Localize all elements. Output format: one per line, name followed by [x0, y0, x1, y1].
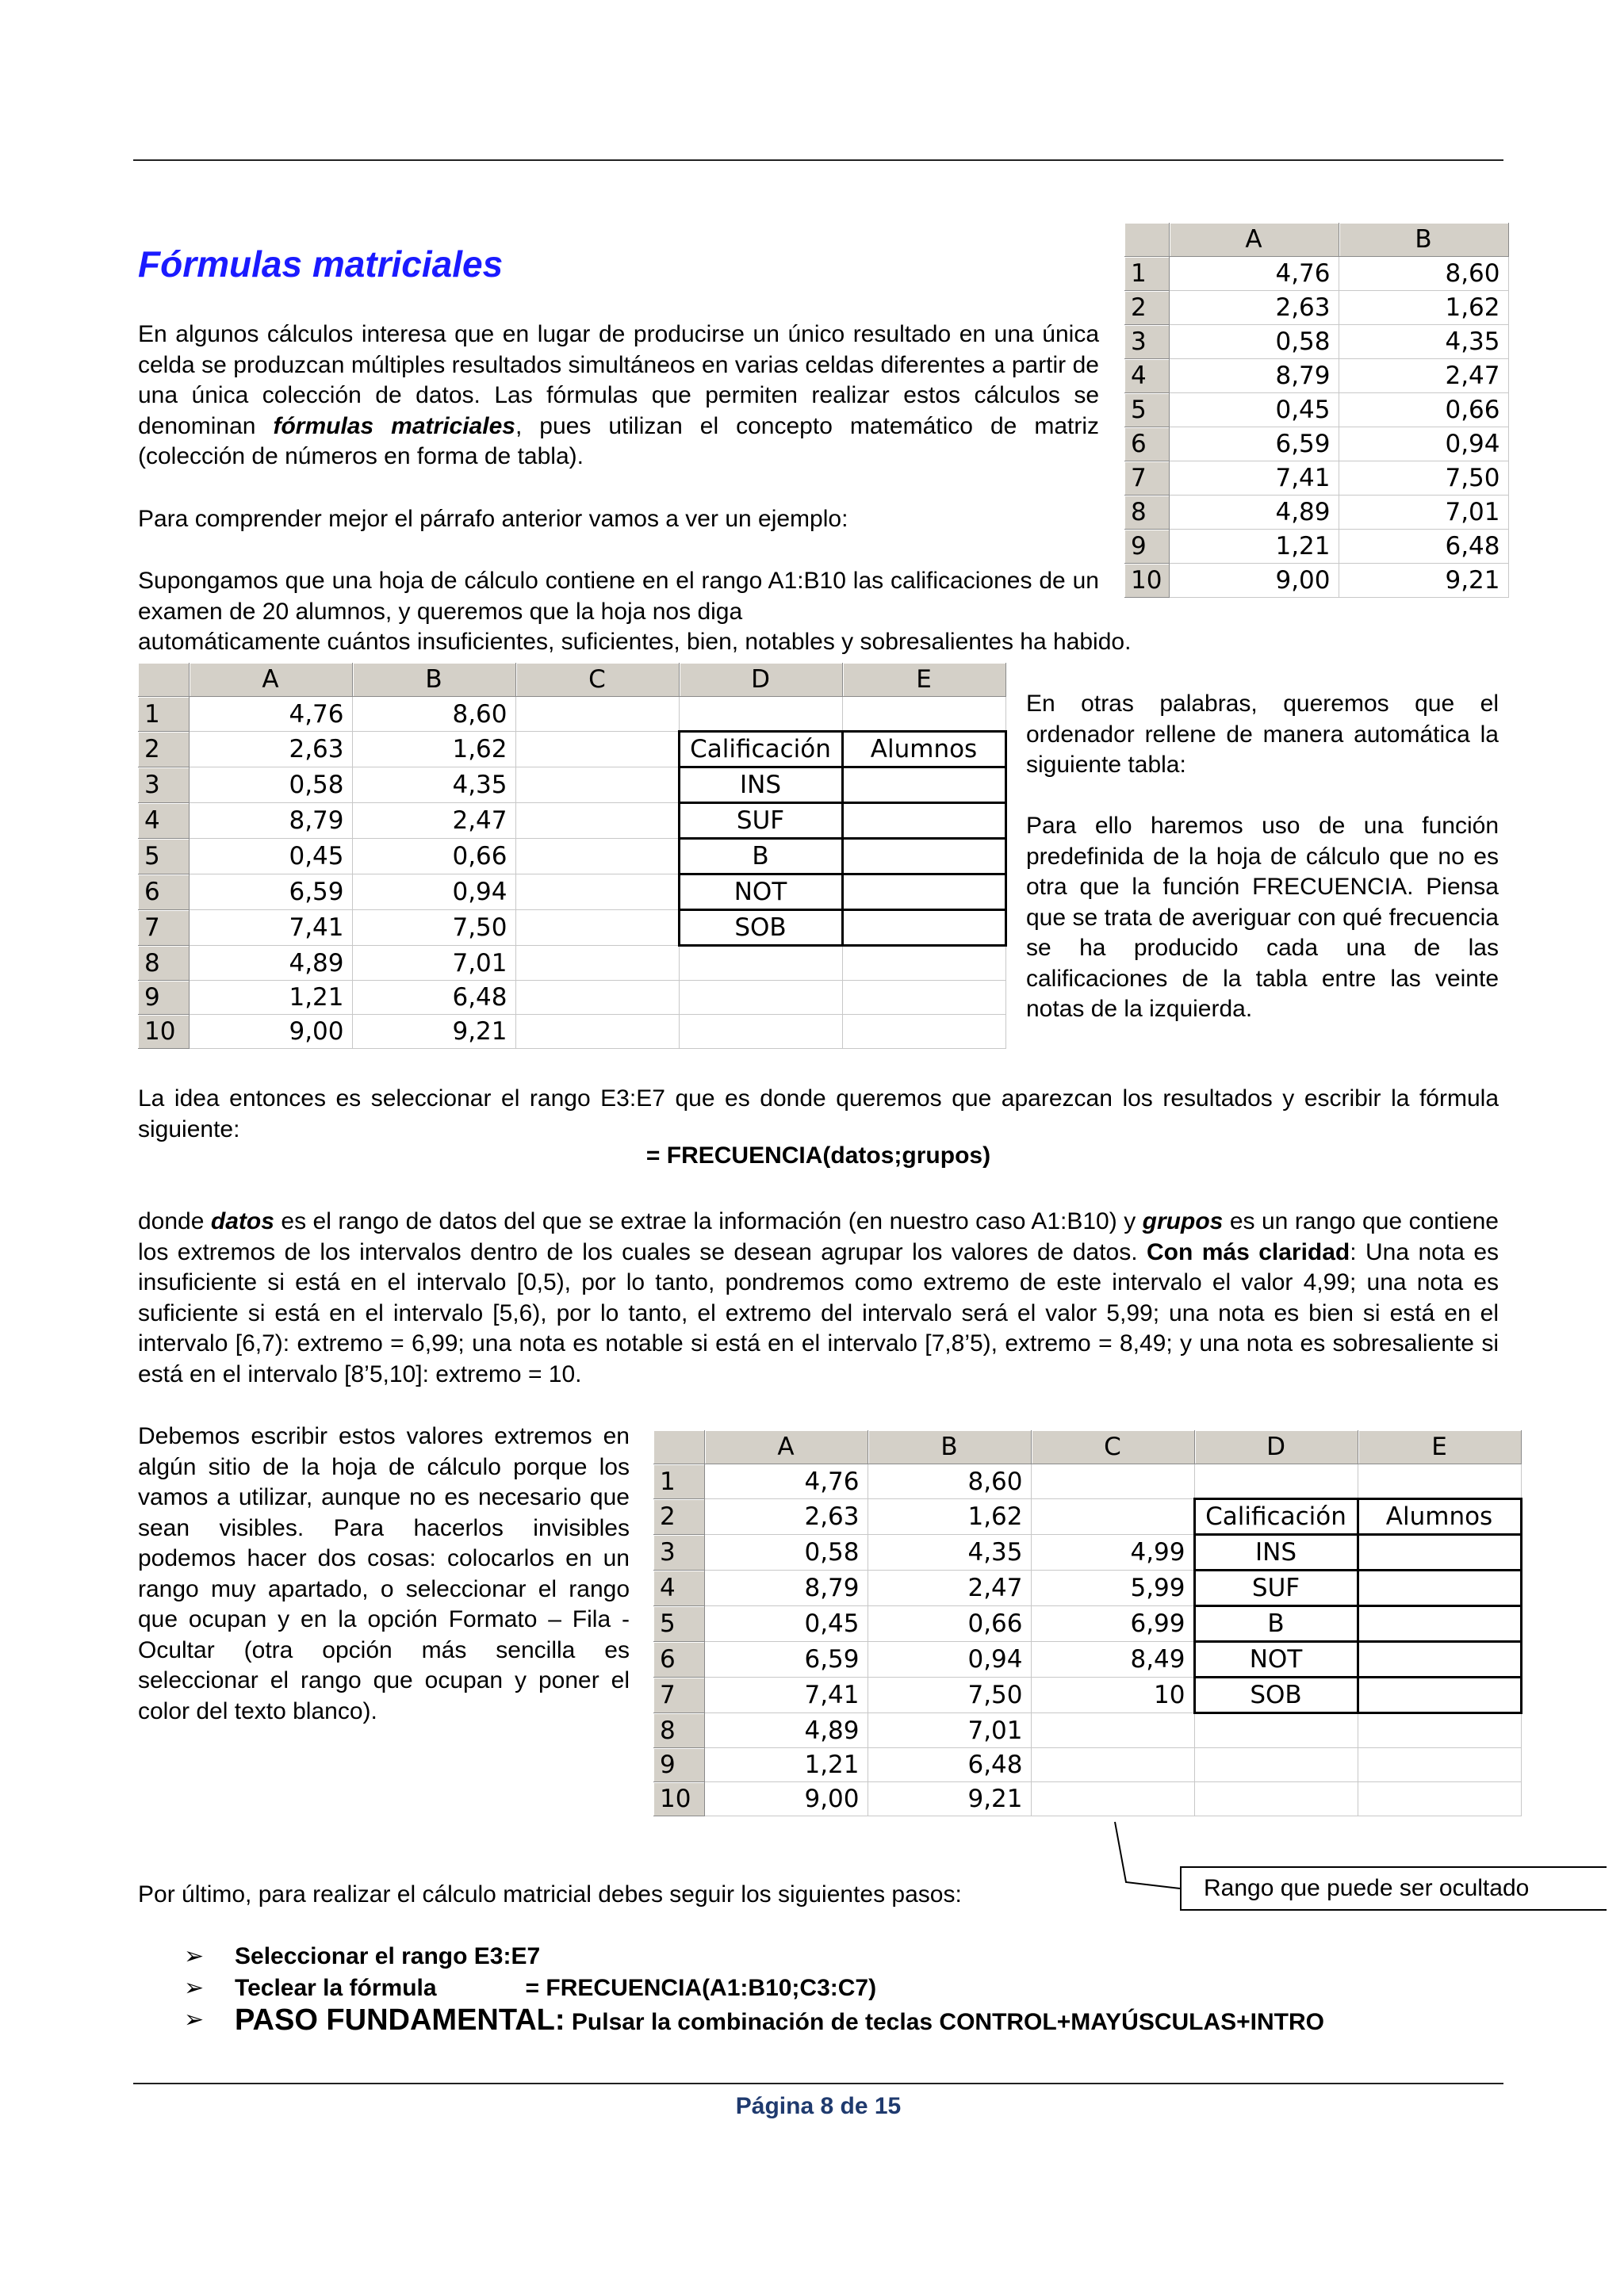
cell-d [1194, 1713, 1358, 1748]
cell-d: NOT [1194, 1642, 1358, 1678]
cell-d: NOT [679, 874, 842, 910]
cell-b: 7,50 [868, 1678, 1031, 1713]
column-header-c: C [1031, 1430, 1194, 1464]
cell-b: 4,35 [1339, 325, 1508, 359]
cell-e: Alumnos [1358, 1499, 1521, 1535]
cell-e [1358, 1642, 1521, 1678]
cell-b: 7,50 [1339, 461, 1508, 496]
row-header: 4 [138, 803, 189, 839]
cell-a: 9,00 [704, 1782, 868, 1816]
table-row [1124, 427, 1508, 461]
cell-b: 1,62 [868, 1499, 1031, 1535]
cell-b: 0,94 [868, 1642, 1031, 1678]
cell-b: 7,01 [352, 946, 515, 981]
cell-a: 6,59 [1169, 427, 1339, 461]
cell-d: B [1194, 1606, 1358, 1642]
cell-b: 0,66 [1339, 393, 1508, 427]
cell-a: 4,89 [189, 946, 352, 981]
cell-c [515, 910, 679, 946]
term-grupos: grupos [1142, 1208, 1224, 1234]
table-row [1124, 291, 1508, 325]
table-row [138, 697, 1005, 732]
row-header: 2 [653, 1499, 704, 1535]
spreadsheet-grades-ab [1124, 223, 1509, 598]
idea-paragraph: La idea entonces es seleccionar el rango E3:E7 que es donde queremos que aparezcan los resultados y escribir la fórmula siguiente: [138, 1085, 1499, 1142]
cell-b: 2,47 [352, 803, 515, 839]
cell-a: 2,63 [704, 1499, 868, 1535]
cell-d: INS [679, 767, 842, 803]
cell-e [842, 946, 1005, 981]
cell-c [515, 946, 679, 981]
row-header: 6 [138, 874, 189, 910]
cell-d [679, 946, 842, 981]
cell-e [1358, 1713, 1521, 1748]
cell-b: 0,66 [352, 839, 515, 874]
cell-c [1031, 1464, 1194, 1499]
column-header-b: B [1339, 223, 1508, 257]
page-title: Fórmulas matriciales [138, 243, 504, 285]
table-row [653, 1678, 1521, 1713]
cell-a: 0,58 [189, 767, 352, 803]
cell-a: 1,21 [189, 981, 352, 1015]
row-header: 9 [653, 1748, 704, 1782]
term-formulas-matriciales: fórmulas matriciales [273, 412, 515, 439]
row-header: 7 [653, 1678, 704, 1713]
table-row [138, 946, 1005, 981]
cell-c: 10 [1031, 1678, 1194, 1713]
table-row [138, 874, 1005, 910]
column-header-c: C [515, 663, 679, 697]
cell-b: 0,94 [1339, 427, 1508, 461]
table-row [653, 1748, 1521, 1782]
arrow-bullet-icon: ➢ [184, 2007, 205, 2033]
cell-e [1358, 1782, 1521, 1816]
row-header: 6 [653, 1642, 704, 1678]
row-header: 1 [1124, 257, 1169, 291]
cell-d: INS [1194, 1535, 1358, 1571]
right-paragraph-frecuencia: Para ello haremos uso de una función predefinida de la hoja de cálculo que no es otra que la función FRECUENCIA. Piensa que se trata de averiguar con qué frecuencia se ha producido cada una de las calificaciones de la tabla entre las veinte notas de la izquierda. [1026, 813, 1499, 1022]
corner-cell [1124, 223, 1169, 257]
cell-c [515, 1015, 679, 1049]
column-header-b: B [868, 1430, 1031, 1464]
cell-c [515, 839, 679, 874]
table-row [653, 1713, 1521, 1748]
cell-b: 2,47 [868, 1571, 1031, 1606]
step-select-range: ➢ Seleccionar el rango E3:E7 [184, 1941, 1324, 1973]
cell-a: 8,79 [189, 803, 352, 839]
footer-rule [133, 2083, 1503, 2084]
cell-a: 8,79 [1169, 359, 1339, 393]
table-row [653, 1499, 1521, 1535]
cell-b: 1,62 [1339, 291, 1508, 325]
table-row [653, 1571, 1521, 1606]
cell-a: 1,21 [704, 1748, 868, 1782]
table-row [1124, 325, 1508, 359]
cell-e: Alumnos [842, 732, 1005, 767]
cell-c [1031, 1713, 1194, 1748]
header-rule [133, 159, 1503, 161]
cell-b: 6,48 [868, 1748, 1031, 1782]
cell-d [679, 1015, 842, 1049]
cell-a: 9,00 [189, 1015, 352, 1049]
cell-d: SUF [1194, 1571, 1358, 1606]
table-row [138, 803, 1005, 839]
table-row [1124, 257, 1508, 291]
cell-b: 4,35 [868, 1535, 1031, 1571]
column-header-e: E [842, 663, 1005, 697]
cell-a: 0,45 [704, 1606, 868, 1642]
term-datos: datos [210, 1208, 274, 1234]
supongamos-paragraph: Supongamos que una hoja de cálculo contiene en el rango A1:B10 las calificaciones de un examen de 20 alumnos, y queremos que la hoja nos diga [138, 568, 1099, 625]
cell-b: 0,66 [868, 1606, 1031, 1642]
row-header: 1 [138, 697, 189, 732]
cell-d: Calificación [1194, 1499, 1358, 1535]
row-header: 7 [138, 910, 189, 946]
cell-d: B [679, 839, 842, 874]
callout-hidden-range: Rango que puede ser ocultado [1180, 1866, 1607, 1911]
row-header: 9 [1124, 530, 1169, 564]
cell-e [842, 1015, 1005, 1049]
table-row [1124, 530, 1508, 564]
table-row [1124, 496, 1508, 530]
row-header: 5 [138, 839, 189, 874]
row-header: 6 [1124, 427, 1169, 461]
cell-a: 7,41 [189, 910, 352, 946]
donde-paragraph: donde datos es el rango de datos del que se extrae la información (en nuestro caso A1:B10) y grupos es un rango que contiene los extremos de los intervalos dentro de los cuales se desean agrupar los valores de datos. Con más claridad: Una nota es insuficiente si está en el intervalo [0,5), por lo tanto, pondremos como extremo de este intervalo el valor 4,99; una nota es suficiente si está en el intervalo [5,6), por lo tanto, el extremo del intervalo será el valor 5,99; una nota es bien si está en el intervalo [6,7): extremo = 6,99; una nota es notable si está en el intervalo [7,8’5), extremo = 8,49; y una nota es sobresaliente si está en el intervalo [8’5,10]: extremo = 10. [138, 1208, 1499, 1387]
cell-b: 4,35 [352, 767, 515, 803]
cell-d [1194, 1464, 1358, 1499]
cell-a: 7,41 [704, 1678, 868, 1713]
arrow-bullet-icon: ➢ [184, 1943, 205, 1969]
row-header: 10 [653, 1782, 704, 1816]
table-row [138, 767, 1005, 803]
table-row [138, 981, 1005, 1015]
cell-a: 2,63 [1169, 291, 1339, 325]
cell-a: 6,59 [189, 874, 352, 910]
table-row [138, 910, 1005, 946]
row-header: 9 [138, 981, 189, 1015]
cell-a: 8,79 [704, 1571, 868, 1606]
row-header: 3 [1124, 325, 1169, 359]
step-type-formula: ➢ Teclear la fórmula = FRECUENCIA(A1:B10;C3:C7) [184, 1973, 1324, 2004]
cell-b: 7,50 [352, 910, 515, 946]
column-header-d: D [1194, 1430, 1358, 1464]
row-header: 10 [138, 1015, 189, 1049]
cell-a: 6,59 [704, 1642, 868, 1678]
cell-a: 4,76 [704, 1464, 868, 1499]
cell-a: 4,76 [189, 697, 352, 732]
table-row [653, 1535, 1521, 1571]
cell-b: 0,94 [352, 874, 515, 910]
hide-values-paragraph: Debemos escribir estos valores extremos en algún sitio de la hoja de cálculo porque los vamos a utilizar, aunque no es necesario que sean visibles. Para hacerlos invisibles podemos hacer dos cosas: colocarlos en un rango muy apartado, o seleccionar el rango que ocupan y en la opción Formato – Fila - Ocultar (otra opción más sencilla es seleccionar el rango que ocupan y poner el color del texto blanco). [138, 1423, 630, 1724]
cell-e [1358, 1678, 1521, 1713]
intro-paragraph: En algunos cálculos interesa que en lugar de producirse un único resultado en una única celda se produzcan múltiples resultados simultáneos en varias celdas diferentes a partir de una única colección de datos. Las fórmulas que permiten realizar estos cálculos se denominan fórmulas matriciales, pues utilizan el concepto matemático de matriz (colección de números en forma de tabla). [138, 321, 1100, 469]
steps-list [184, 1941, 1324, 2038]
right-paragraph-other-words: En otras palabras, queremos que el ordenador rellene de manera automática la siguiente tabla: [1026, 691, 1499, 778]
cell-d [679, 981, 842, 1015]
cell-b: 8,60 [352, 697, 515, 732]
cell-c [1031, 1782, 1194, 1816]
cell-c [515, 767, 679, 803]
cell-a: 0,45 [189, 839, 352, 874]
cell-c: 8,49 [1031, 1642, 1194, 1678]
row-header: 5 [1124, 393, 1169, 427]
column-header-a: A [189, 663, 352, 697]
column-header-e: E [1358, 1430, 1521, 1464]
column-header-b: B [352, 663, 515, 697]
cell-e [1358, 1571, 1521, 1606]
example-intro-paragraph: Para comprender mejor el párrafo anterior vamos a ver un ejemplo: [138, 506, 848, 532]
cell-e [842, 697, 1005, 732]
cell-c [515, 981, 679, 1015]
page-number: Página 8 de 15 [735, 2093, 902, 2119]
cell-b: 9,21 [868, 1782, 1031, 1816]
row-header: 8 [653, 1713, 704, 1748]
corner-cell [653, 1430, 704, 1464]
cell-d [679, 697, 842, 732]
row-header: 1 [653, 1464, 704, 1499]
cell-b: 8,60 [1339, 257, 1508, 291]
cell-a: 0,45 [1169, 393, 1339, 427]
cell-b: 7,01 [1339, 496, 1508, 530]
cell-a: 4,76 [1169, 257, 1339, 291]
cell-a: 7,41 [1169, 461, 1339, 496]
cell-b: 1,62 [352, 732, 515, 767]
arrow-bullet-icon: ➢ [184, 1975, 205, 2001]
table-row [1124, 564, 1508, 598]
cell-c [1031, 1499, 1194, 1535]
formula-frecuencia-generic: = FRECUENCIA(datos;grupos) [645, 1142, 991, 1169]
row-header: 8 [138, 946, 189, 981]
cell-e [1358, 1606, 1521, 1642]
table-row [138, 732, 1005, 767]
row-header: 10 [1124, 564, 1169, 598]
final-steps-intro: Por último, para realizar el cálculo matricial debes seguir los siguientes pasos: [138, 1881, 962, 1908]
column-header-row [1124, 223, 1508, 257]
row-header: 7 [1124, 461, 1169, 496]
cell-a: 9,00 [1169, 564, 1339, 598]
column-header-a: A [1169, 223, 1339, 257]
row-header: 3 [138, 767, 189, 803]
cell-d: SUF [679, 803, 842, 839]
spreadsheet-with-limits [653, 1430, 1522, 1816]
row-header: 2 [1124, 291, 1169, 325]
cell-a: 0,58 [1169, 325, 1339, 359]
row-header: 3 [653, 1535, 704, 1571]
supongamos-paragraph-cont: automáticamente cuántos insuficientes, suficientes, bien, notables y sobresalientes ha habido. [138, 629, 1132, 655]
cell-e [842, 839, 1005, 874]
cell-c: 6,99 [1031, 1606, 1194, 1642]
row-header: 5 [653, 1606, 704, 1642]
table-row [653, 1642, 1521, 1678]
cell-a: 1,21 [1169, 530, 1339, 564]
cell-b: 6,48 [1339, 530, 1508, 564]
cell-e [842, 981, 1005, 1015]
cell-a: 4,89 [1169, 496, 1339, 530]
cell-d [1194, 1782, 1358, 1816]
cell-b: 9,21 [1339, 564, 1508, 598]
cell-c [515, 874, 679, 910]
cell-d [1194, 1748, 1358, 1782]
step-fundamental: ➢ PASO FUNDAMENTAL: Pulsar la combinación de teclas CONTROL+MAYÚSCULAS+INTRO [184, 2003, 1324, 2037]
cell-a: 2,63 [189, 732, 352, 767]
cell-c: 4,99 [1031, 1535, 1194, 1571]
cell-e [1358, 1748, 1521, 1782]
cell-c [515, 697, 679, 732]
column-header-a: A [704, 1430, 868, 1464]
cell-e [842, 874, 1005, 910]
cell-d: Calificación [679, 732, 842, 767]
term-con-mas-claridad: Con más claridad [1146, 1238, 1350, 1265]
cell-b: 6,48 [352, 981, 515, 1015]
cell-a: 4,89 [704, 1713, 868, 1748]
table-row [138, 1015, 1005, 1049]
cell-e [842, 767, 1005, 803]
table-row [1124, 461, 1508, 496]
table-row [653, 1782, 1521, 1816]
row-header: 8 [1124, 496, 1169, 530]
column-header-row [138, 663, 1005, 697]
cell-d: SOB [1194, 1678, 1358, 1713]
cell-b: 7,01 [868, 1713, 1031, 1748]
cell-c [515, 732, 679, 767]
cell-b: 9,21 [352, 1015, 515, 1049]
table-row [653, 1464, 1521, 1499]
corner-cell [138, 663, 189, 697]
cell-d: SOB [679, 910, 842, 946]
column-header-row [653, 1430, 1521, 1464]
table-row [1124, 393, 1508, 427]
spreadsheet-empty-frequency-table [138, 663, 1007, 1049]
cell-e [842, 803, 1005, 839]
row-header: 2 [138, 732, 189, 767]
table-row [138, 839, 1005, 874]
row-header: 4 [653, 1571, 704, 1606]
cell-b: 8,60 [868, 1464, 1031, 1499]
cell-c: 5,99 [1031, 1571, 1194, 1606]
cell-a: 0,58 [704, 1535, 868, 1571]
row-header: 4 [1124, 359, 1169, 393]
cell-e [1358, 1535, 1521, 1571]
table-row [653, 1606, 1521, 1642]
cell-c [1031, 1748, 1194, 1782]
cell-b: 2,47 [1339, 359, 1508, 393]
table-row [1124, 359, 1508, 393]
cell-c [515, 803, 679, 839]
cell-e [842, 910, 1005, 946]
column-header-d: D [679, 663, 842, 697]
cell-e [1358, 1464, 1521, 1499]
